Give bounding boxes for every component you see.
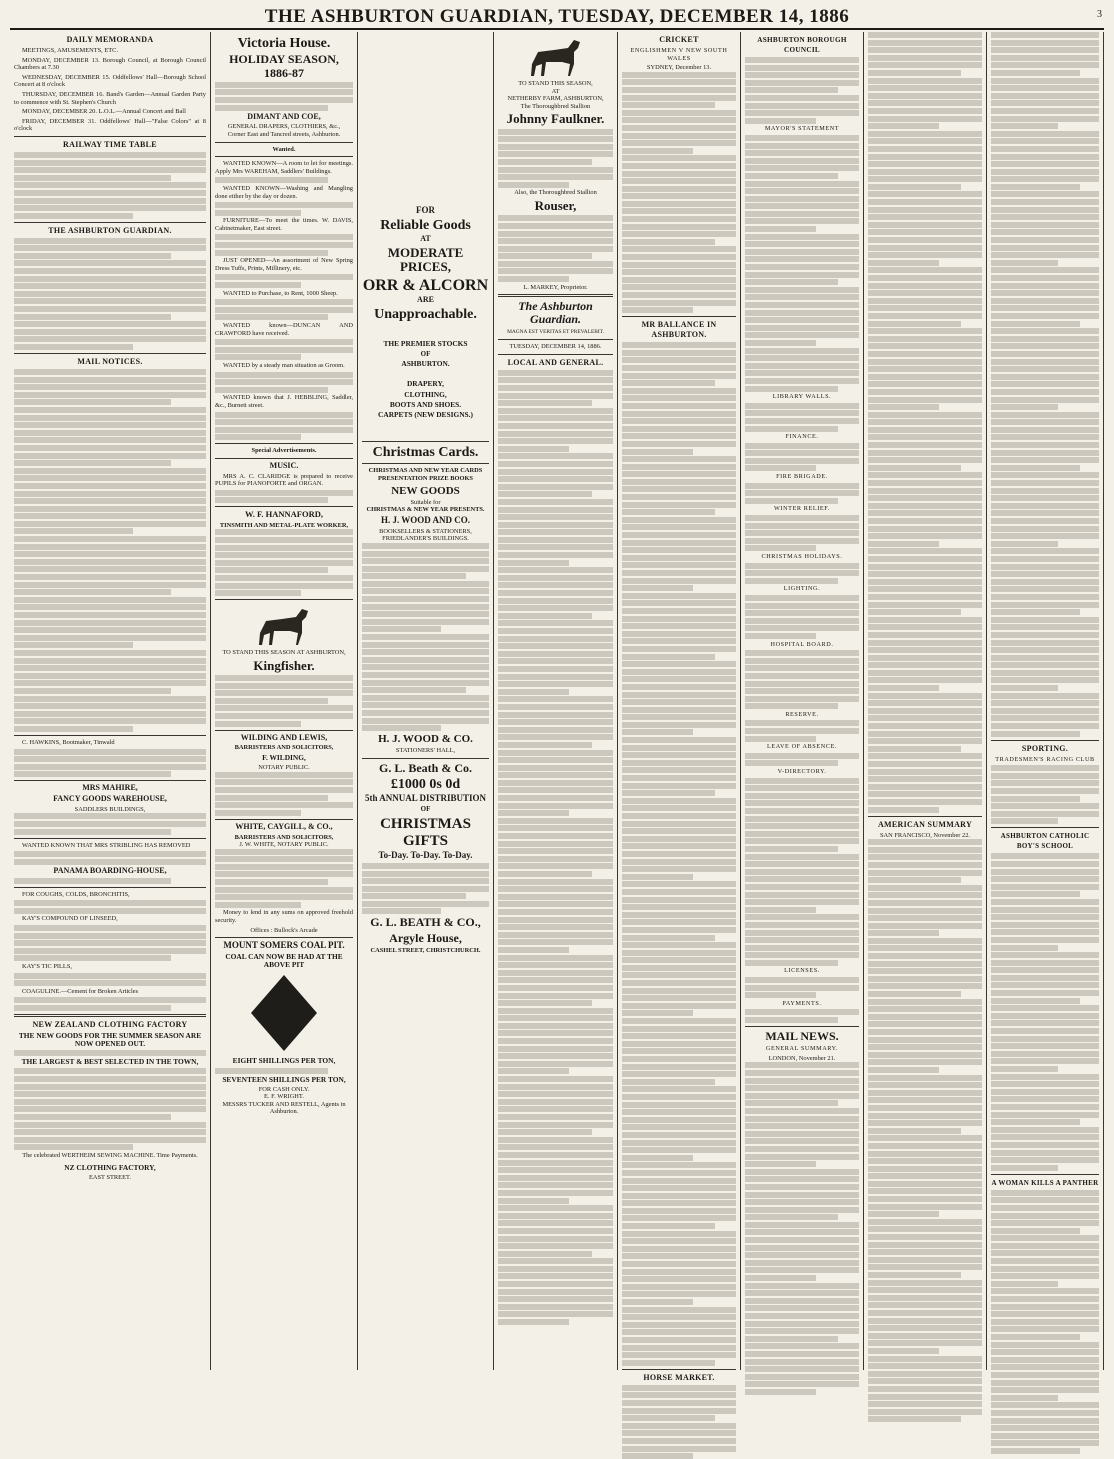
tucker-agents: MESSRS TUCKER AND RESTELL, Agents in Ashburton. [222, 1100, 346, 1116]
fifth-distribution: 5th ANNUAL DISTRIBUTION [364, 793, 487, 804]
gl-beath-footer: G. L. BEATH & CO., [370, 915, 481, 930]
stationers-hall: STATIONERS' HALL, [395, 747, 456, 755]
panther-heading: A WOMAN KILLS A PANTHER [991, 1178, 1099, 1187]
thousand-pounds: £1000 0s 0d [390, 777, 461, 793]
cricket-dateline: SYDNEY, December 13. [646, 64, 712, 72]
seventeen-shillings: SEVENTEEN SHILLINGS PER TON, [222, 1074, 346, 1084]
mail-dateline: LONDON, November 21. [768, 1054, 836, 1062]
fancy-goods-heading: FANCY GOODS WAREHOUSE, [53, 794, 167, 804]
dimant-coe: DIMANT AND COE, [247, 111, 321, 121]
at-word: AT [551, 87, 560, 95]
xmas-presents: CHRISTMAS & NEW YEAR PRESENTS. [366, 506, 485, 514]
paper-motto: MAGNA EST VERITAS ET PREVALEBIT. [507, 328, 604, 335]
friedlanders-buildings: FRIEDLANDER'S BUILDINGS. [382, 535, 469, 543]
fire-brigade-heading: FIRE BRIGADE. [776, 473, 828, 481]
mail-notices-heading: MAIL NOTICES. [77, 357, 143, 366]
paper-nameplate: The Ashburton Guardian. [518, 299, 593, 327]
railway-text [14, 152, 206, 219]
orr-alcorn: ORR & ALCORN [362, 276, 489, 294]
johnny-faulkner: Johnny Faulkner. [506, 111, 605, 127]
kays-compound-ad: KAY'S COMPOUND OF LINSEED, [22, 915, 118, 923]
payments-heading: PAYMENTS. [782, 999, 822, 1007]
of-word-2: OF [420, 805, 431, 814]
jw-white: J. W. WHITE, NOTARY PUBLIC. [239, 841, 329, 849]
american-summary-heading: AMERICAN SUMMARY [877, 819, 973, 829]
cricket-subheading: ENGLISHMEN V NEW SOUTH WALES [630, 47, 728, 62]
news-continued-body [868, 32, 982, 813]
diary-item: MONDAY, DECEMBER 20. L.O.L.—Annual Concert and Ball [22, 108, 186, 116]
wilding-barristers: BARRISTERS AND SOLICITORS, [234, 744, 334, 752]
diary-item: FRIDAY, DECEMBER 31. Oddfellows' Hall—"False Colors" at 8 o'clock [14, 117, 206, 133]
kingfisher-name: Kingfisher. [253, 657, 315, 673]
at-word: AT [420, 234, 431, 244]
leave-of-absence-heading: LEAVE OF ABSENCE. [766, 743, 838, 751]
kays-tic-pills-ad: KAY'S TIC PILLS, [22, 962, 72, 970]
reserve-heading: RESERVE. [785, 710, 819, 718]
cash-only: FOR CASH ONLY. [258, 1085, 310, 1093]
panama-boarding-house: PANAMA BOARDING-HOUSE, [53, 865, 167, 875]
eight-shillings: EIGHT SHILLINGS PER TON, [232, 1056, 336, 1066]
coughs-ad: FOR COUGHS, COLDS, BRONCHITIS, [22, 890, 130, 898]
nz-clothing-heading: NEW ZEALAND CLOTHING FACTORY [32, 1019, 188, 1029]
racing-club-heading: TRADESMEN'S RACING CLUB [995, 755, 1095, 763]
f-wilding: F. WILDING, [262, 753, 306, 763]
reliable-goods: Reliable Goods [380, 217, 471, 233]
column-7 [864, 32, 987, 1370]
dimant-address: Corner East and Tancred streets, Ashburton. [227, 130, 341, 138]
wilding-notary: NOTARY PUBLIC. [258, 764, 310, 772]
of-word: OF [420, 349, 431, 358]
coal-heading: COAL CAN NOW BE HAD AT THE ABOVE PIT [225, 952, 343, 970]
ashburton-word: ASHBURTON. [401, 359, 450, 369]
today-banner [362, 851, 489, 861]
today-word: To-Day. [378, 850, 409, 861]
kingfisher-stand: TO STAND THIS SEASON AT ASHBURTON, [222, 649, 346, 657]
diary-heading: DAILY MEMORANDA [66, 35, 154, 44]
ballance-body [622, 342, 736, 1366]
hawkins-ad: C. HAWKINS, Bootmaker, Tinwald [22, 738, 115, 746]
column-8 [987, 32, 1104, 1370]
mount-somers-title: MOUNT SOMERS COAL PIT. [223, 940, 345, 951]
wilding-lewis: WILDING AND LEWIS, [240, 732, 328, 742]
today-word: To-Day. [410, 850, 441, 861]
nz-factory-name: NZ CLOTHING FACTORY, [64, 1162, 156, 1172]
wanted-ad: JUST OPENED—An assortment of New Spring Dress Tuffs, Prints, Millinery, etc. [215, 257, 353, 272]
newspaper-title: THE ASHBURTON GUARDIAN, TUESDAY, DECEMBER 14, 1886 [264, 6, 850, 27]
column-2 [211, 32, 358, 1370]
also-stallion: Also, the Thoroughbred Stallion [514, 189, 597, 197]
horse-icon [252, 603, 316, 647]
premier-stocks: THE PREMIER STOCKS [383, 339, 468, 349]
for-word: FOR [416, 205, 435, 215]
local-general-body [498, 370, 613, 1325]
nz-factory-street: EAST STREET. [88, 1173, 131, 1181]
diary-item: THURSDAY, DECEMBER 16. Band's Garden—Annual Garden Party to commence with St. Stephen's Church [14, 90, 206, 106]
wright-signature: E. F. WRIGHT. [264, 1093, 304, 1101]
railway-heading: RAILWAY TIME TABLE [63, 139, 157, 149]
drapery: DRAPERY, [406, 379, 445, 389]
holiday-season-title: HOLIDAY SEASON, 1886-87 [229, 52, 339, 80]
thoroughbred-stallion: The Thoroughbred Stallion [520, 102, 591, 110]
cricket-body [622, 72, 736, 313]
coal-diamond-icon [249, 973, 319, 1053]
money-to-lend: Money to lend in any sums on approved freehold security. [215, 909, 353, 925]
mail-news-heading: MAIL NEWS. [765, 1029, 839, 1044]
wanted-ad: WANTED KNOWN—Washing and Mangling done either by the day or dozen. [215, 184, 353, 200]
column-4 [494, 32, 618, 1370]
wanted-ad: WANTED KNOWN—A room to let for meetings. Apply Mrs WAREHAM, Saddlers' Buildings. [215, 160, 353, 175]
wanted-ad: WANTED known—DUNCAN AND CRAWFORD have received. [215, 322, 353, 337]
suitable-for: Suitable for [410, 498, 441, 506]
cashel-street: CASHEL STREET, CHRISTCHURCH. [370, 946, 481, 954]
wanted-heading: Wanted. [272, 145, 296, 153]
directory-heading: V-DIRECTORY. [777, 768, 827, 776]
netherby-farm: NETHERBY FARM, ASHBURTON, [507, 95, 604, 103]
are-word: ARE [417, 295, 434, 305]
masthead [10, 6, 1104, 30]
issue-date: TUESDAY, DECEMBER 14, 1886. [509, 343, 602, 351]
christmas-holidays-heading: CHRISTMAS HOLIDAYS. [761, 553, 843, 560]
cricket-heading: CRICKET [659, 35, 699, 44]
carpets: CARPETS (NEW DESIGNS.) [378, 409, 473, 419]
claridge-ad: MRS A. C. CLARIDGE is prepared to receive PUPILS for PIANOFORTE and ORGAN. [215, 472, 353, 488]
argyle-house: Argyle House, [389, 930, 462, 945]
gl-beath-title: G. L. Beath & Co. [379, 760, 472, 775]
moderate-prices: MODERATE PRICES, [387, 245, 464, 275]
christmas-gifts: CHRISTMAS GIFTS [380, 816, 471, 849]
special-advertisements-heading: Special Advertisements. [251, 447, 317, 455]
coaguline-ad: COAGULINE.—Cement for Broken Articles [22, 987, 139, 995]
nz-wertheim: The celebrated WERTHEIM SEWING MACHINE. Time Payments. [22, 1151, 198, 1159]
mahire-name: MRS MAHIRE, [82, 783, 138, 793]
unapproachable: Unapproachable. [374, 307, 477, 323]
horse-icon [524, 34, 588, 78]
stribling-ad: WANTED KNOWN THAT MRS STRIBLING HAS REMOVED [22, 841, 191, 849]
ballance-heading: MR BALLANCE IN ASHBURTON. [641, 320, 717, 340]
wanted-ad: WANTED to Purchase, to Rent, 1000 Sheep. [223, 289, 338, 297]
new-goods: NEW GOODS [391, 484, 460, 497]
white-barristers: BARRISTERS AND SOLICITORS, [234, 833, 334, 841]
christmas-cards-title: Christmas Cards. [372, 444, 479, 460]
news-continued-body [991, 32, 1099, 737]
american-dateline: SAN FRANCISCO, November 22. [879, 831, 970, 839]
presentation-books: PRESENTATION PRIZE BOOKS [378, 474, 473, 482]
guardian-heading: THE ASHBURTON GUARDIAN. [48, 225, 172, 235]
sporting-heading: SPORTING. [1021, 743, 1069, 753]
diary-item: MEETINGS, AMUSEMENTS, ETC. [22, 47, 119, 54]
library-walls-heading: LIBRARY WALLS. [772, 393, 832, 401]
hannaford-name: W. F. HANNAFORD, [244, 509, 323, 520]
today-word: To-Day. [442, 850, 473, 861]
victoria-house-title: Victoria House. [237, 36, 331, 51]
guardian-terms [14, 238, 206, 350]
horse-market-heading: HORSE MARKET. [643, 1372, 715, 1382]
diary-item: WEDNESDAY, DECEMBER 15. Oddfellows' Hall—Borough School Concert at 8 o'clock [14, 73, 206, 89]
booksellers: BOOKSELLERS & STATIONERS, [379, 527, 472, 535]
diary-list [14, 47, 206, 133]
tinsmith-heading: TINSMITH AND METAL-PLATE WORKER, [219, 521, 349, 529]
general-summary-heading: GENERAL SUMMARY. [765, 1045, 839, 1053]
mail-notices-text [14, 369, 206, 732]
to-stand-season: TO STAND THIS SEASON, [518, 80, 593, 87]
licenses-heading: LICENSES. [784, 967, 820, 975]
nz-new-goods: THE NEW GOODS FOR THE SUMMER SEASON ARE NOW OPENED OUT. [18, 1030, 202, 1049]
borough-council-heading: ASHBURTON BOROUGH COUNCIL [757, 36, 847, 54]
clothing: CLOTHING, [404, 389, 447, 399]
hj-wood-footer: H. J. WOOD & CO. [378, 733, 473, 746]
catholic-school-heading: ASHBURTON CATHOLIC BOY'S SCHOOL [1000, 832, 1090, 851]
american-summary-body [868, 839, 982, 1422]
mayors-statement-heading: MAYOR'S STATEMENT [764, 125, 840, 133]
page-number: 3 [1097, 9, 1102, 20]
hj-wood-name: H. J. WOOD AND CO. [380, 514, 471, 525]
column-5 [618, 32, 741, 1382]
column-1 [10, 32, 211, 1370]
local-general-heading: LOCAL AND GENERAL. [507, 357, 604, 367]
white-caygill: WHITE, CAYGILL, & CO., [235, 821, 333, 831]
xmas-new-year-cards: CHRISTMAS AND NEW YEAR CARDS [368, 467, 483, 475]
column-3 [358, 32, 494, 1370]
markey-proprietor: L. MARKEY, Proprietor. [523, 283, 588, 291]
music-heading: MUSIC. [269, 460, 299, 470]
rouser-name: Rouser, [534, 198, 577, 214]
saddlers-buildings: SADDLERS BUILDINGS, [74, 805, 146, 813]
wanted-ad: WANTED by a steady man situation as Groom. [223, 361, 345, 369]
column-6 [741, 32, 864, 1370]
horse-market-body [622, 1385, 736, 1459]
winter-relief-heading: WINTER RELIEF. [773, 505, 831, 513]
wanted-ad: FURNITURE—To meet the times. W. DAVIS, Cabinetmaker, East street. [215, 217, 353, 232]
wanted-ad: WANTED known that J. HEBBLING, Saddler, &c., Burnett street. [215, 394, 353, 409]
lighting-heading: LIGHTING. [783, 585, 821, 593]
hospital-board-heading: HOSPITAL BOARD. [770, 640, 834, 648]
finance-heading: FINANCE. [785, 433, 819, 441]
white-offices: Offices : Bullock's Arcade [250, 926, 318, 934]
dimant-trade: GENERAL DRAPERS, CLOTHIERS, &c., [227, 123, 341, 131]
nz-largest: THE LARGEST & BEST SELECTED IN THE TOWN, [21, 1057, 199, 1067]
boots-shoes: BOOTS AND SHOES. [389, 399, 462, 409]
diary-item: MONDAY, DECEMBER 13. Borough Council, at Borough Council Chambers at 7.30 [14, 56, 206, 72]
